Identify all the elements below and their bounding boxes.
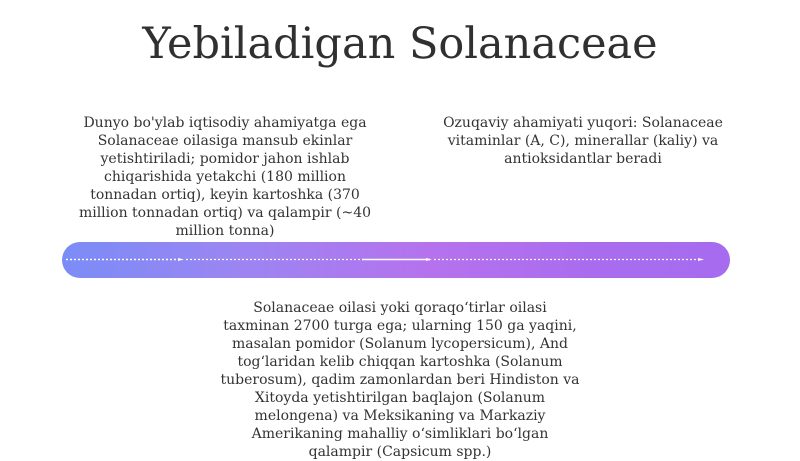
timeline-arrow-line	[62, 258, 730, 261]
timeline-text-bottom: Solanaceae oilasi yoki qoraqo‘tirlar oilasi taxminan 2700 turga ega; ularning 150 ga yaqini, masalan pomidor (Solanum lycopersicum), And tog‘laridan kelib chiqqan kartoshka (Solanum tuberosum), qadim zamonlardan beri Hindiston va Xitoyda yetishtirilgan baqlajon (Solanum melongena) va Meksikaning va Markaziy Amerikaning mahalliy o‘simliklari bo‘lgan qalampir (Capsicum spp.)	[220, 300, 580, 460]
slide-title: Yebiladigan Solanaceae	[142, 19, 658, 69]
timeline-text-right: Ozuqaviy ahamiyati yuqori: Solanaceae vitaminlar (A, C), minerallar (kaliy) va antioksidantlar beradi	[443, 115, 723, 167]
timeline-bar	[62, 242, 730, 278]
timeline-text-left: Dunyo bo'ylab iqtisodiy ahamiyatga ega Solanaceae oilasiga mansub ekinlar yetishtiriladi; pomidor jahon ishlab chiqarishida yetakchi (180 million tonnadan ortiq), keyin kartoshka (370 million tonnadan ortiq) va qalampir (~40 million tonna)	[78, 115, 372, 239]
